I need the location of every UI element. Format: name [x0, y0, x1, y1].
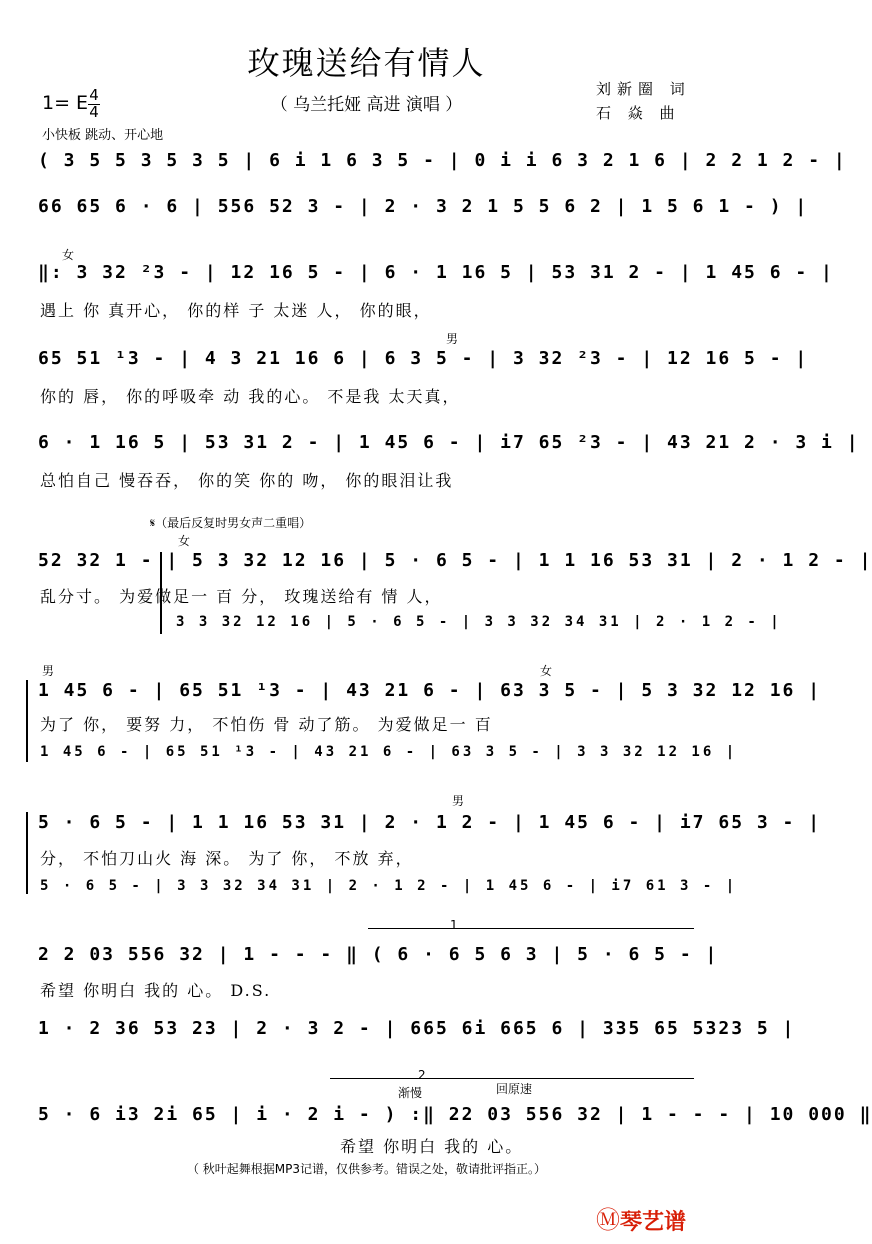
- key-signature: 1= E: [42, 92, 89, 114]
- site-logo[interactable]: 琴艺谱: [620, 1210, 687, 1235]
- volta-2-line: [330, 1078, 694, 1079]
- song-title: 玫瑰送给有情人: [247, 44, 486, 82]
- duet-bracket-3: [26, 812, 28, 894]
- time-signature-bottom: 4: [89, 103, 99, 121]
- lyrics-row-3: 遇上 你 真开心， 你的样 子 太迷 人， 你的眼，: [40, 301, 432, 320]
- female-mark-1: 女: [62, 248, 75, 262]
- lyrics-row-11: 希望 你明白 我的 心。: [340, 1137, 524, 1156]
- volta-2-label: 2: [418, 1068, 426, 1082]
- notation-row-5: 6 · 1 16 5 | 53 31 2 - | 1 45 6 - | i7 65 ²3 - | 43 21 2 · 3 i |: [38, 432, 860, 453]
- transcription-note: （ 秋叶起舞根据MP3记谱，仅供参考。错误之处，敬请批评指正。）: [186, 1162, 547, 1176]
- notation-row-10: 1 · 2 36 53 23 | 2 · 3 2 - | 665 6i 665 6 | 335 65 5323 5 |: [38, 1018, 796, 1039]
- a-tempo-mark: 回原速: [496, 1082, 533, 1096]
- notation-row-4: 65 51 ¹3 - | 4 3 21 16 6 | 6 3 5 - | 3 32 ²3 - | 12 16 5 - |: [38, 348, 809, 369]
- ritardando-mark: 渐慢: [398, 1086, 423, 1100]
- male-mark-2: 男: [42, 664, 55, 678]
- time-signature-top: 4: [89, 86, 99, 104]
- composer-credit: 石 焱 曲: [596, 104, 681, 122]
- male-mark-1: 男: [446, 332, 459, 346]
- tempo-marking: 小快板 跳动、开心地: [42, 128, 164, 143]
- singers-subtitle: （ 乌兰托娅 高进 演唱 ）: [270, 95, 463, 115]
- volta-1-label: 1: [450, 918, 458, 932]
- lyrics-row-5: 总怕自己 慢吞吞， 你的笑 你的 吻， 你的眼泪让我: [40, 471, 454, 490]
- time-signature: [88, 88, 100, 120]
- notation-row-8: 5 · 6 5 - | 1 1 16 53 31 | 2 · 1 2 - | 1 45 6 - | i7 65 3 - |: [38, 812, 822, 833]
- lyricist-credit: 刘新圈 词: [596, 80, 691, 98]
- lyrics-row-7: 为了 你， 要努 力， 不怕伤 骨 动了筋。 为爱做足一 百: [40, 715, 493, 734]
- notation-row-3: ‖: 3 32 ²3 - | 12 16 5 - | 6 · 1 16 5 | 53 31 2 - | 1 45 6 - |: [38, 262, 834, 283]
- volta-1-line: [368, 928, 694, 929]
- notation-row-2: 66 65 6 · 6 | 556 52 3 - | 2 · 3 2 1 5 5 6 2 | 1 5 6 1 - ) |: [38, 196, 809, 217]
- notation-row-9: 2 2 03 556 32 | 1 - - - ‖ ( 6 · 6 5 6 3 | 5 · 6 5 - |: [38, 944, 719, 965]
- female-mark-3: 女: [540, 664, 553, 678]
- harmony-row-6: 3 3 32 12 16 | 5 · 6 5 - | 3 3 32 34 31 | 2 · 1 2 - |: [176, 614, 782, 630]
- notation-row-1: ( 3 5 5 3 5 3 5 | 6 i 1 6 3 5 - | 0 i i 6 3 2 1 6 | 2 2 1 2 - |: [38, 150, 847, 171]
- notation-row-11: 5 · 6 i3 2i 65 | i · 2 i - ) :‖ 22 03 556 32 | 1 - - - | 10 000 ‖: [38, 1104, 872, 1125]
- harmony-row-7: 1 45 6 - | 65 51 ¹3 - | 43 21 6 - | 63 3 5 - | 3 3 32 12 16 |: [40, 744, 738, 760]
- lyrics-row-4: 你的 唇， 你的呼吸牵 动 我的心。 不是我 太天真，: [40, 387, 461, 406]
- female-mark-2: 女: [178, 534, 191, 548]
- lyrics-row-8: 分， 不怕刀山火 海 深。 为了 你， 不放 弃，: [40, 849, 414, 868]
- notation-row-6: 52 32 1 - | 5 3 32 12 16 | 5 · 6 5 - | 1 1 16 53 31 | 2 · 1 2 - |: [38, 550, 872, 571]
- lyrics-row-9: 希望 你明白 我的 心。 D.S.: [40, 981, 272, 1000]
- male-mark-3: 男: [452, 794, 465, 808]
- harmony-row-8: 5 · 6 5 - | 3 3 32 34 31 | 2 · 1 2 - | 1 45 6 - | i7 61 3 - |: [40, 878, 738, 894]
- duet-bracket-2: [26, 680, 28, 762]
- logo-icon: Ⓜ: [596, 1206, 620, 1234]
- segno-note: 𝄋（最后反复时男女声二重唱）: [150, 516, 312, 530]
- lyrics-row-6: 乱分寸。 为爱做足一 百 分， 玫瑰送给有 情 人，: [40, 587, 443, 606]
- notation-row-7: 1 45 6 - | 65 51 ¹3 - | 43 21 6 - | 63 3 5 - | 5 3 32 12 16 |: [38, 680, 822, 701]
